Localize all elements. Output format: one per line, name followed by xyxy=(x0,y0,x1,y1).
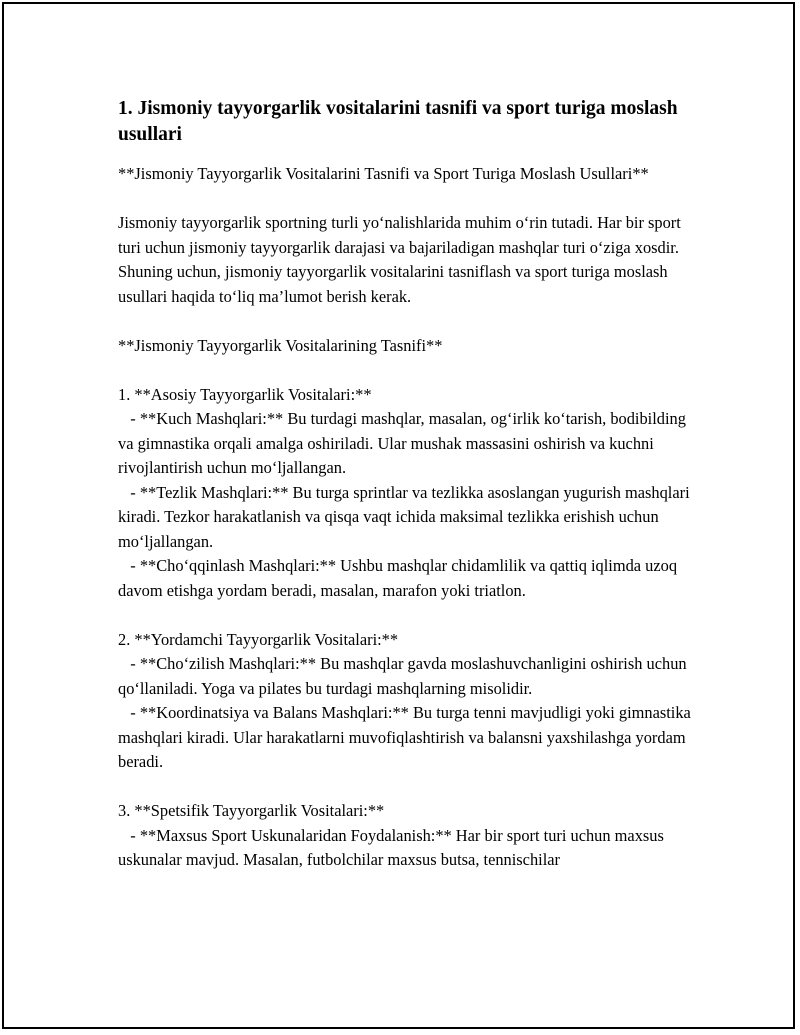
document-title: 1. Jismoniy tayyorgarlik vositalarini tasnifi va sport turiga moslash usullari xyxy=(118,98,678,145)
document-content xyxy=(118,96,698,873)
document-body: **Jismoniy Tayyorgarlik Vositalarini Tasnifi va Sport Turiga Moslash Usullari** Jismoniy tayyorgarlik sportning turli yo‘nalishlarida muhim o‘rin tutadi. Har bir sport turi uchun jismoniy tayyorgarlik darajasi va bajariladigan mashqlar turi o‘ziga xosdir. Shuning uchun, jismoniy tayyorgarlik vositalarini tasniflash va sport turiga moslash usullari haqida to‘liq ma’lumot berish kerak. **Jismoniy Tayyorgarlik Vositalarining Tasnifi** 1. **Asosiy Tayyorgarlik Vositalari:** - **Kuch Mashqlari:** Bu turdagi mashqlar, masalan, og‘irlik ko‘tarish, bodibilding va gimnastika orqali amalga oshiriladi. Ular mushak massasini oshirish va kuchni rivojlantirish uchun mo‘ljallangan. - **Tezlik Mashqlari:** Bu turga sprintlar va tezlikka asoslangan yugurish mashqlari kiradi. Tezkor harakatlanish va qisqa vaqt ichida maksimal tezlikka erishish uchun mo‘ljallangan. - **Cho‘qqinlash Mashqlari:** Ushbu mashqlar chidamlilik va qattiq iqlimda uzoq davom etishga yordam beradi, masalan, marafon yoki triatlon. 2. **Yordamchi Tayyorgarlik Vositalari:** - **Cho‘zilish Mashqlari:** Bu mashqlar gavda moslashuvchanligini oshirish uchun qo‘llaniladi. Yoga va pilates bu turdagi mashqlarning misolidir. - **Koordinatsiya va Balans Mashqlari:** Bu turga tenni mavjudligi yoki gimnastika mashqlari kiradi. Ular harakatlarni muvofiqlashtirish va balansni yaxshilashga yordam beradi. 3. **Spetsifik Tayyorgarlik Vositalari:** - **Maxsus Sport Uskunalaridan Foydalanish:** Har bir sport turi uchun maxsus uskunalar mavjud. Masalan, futbolchilar maxsus butsa, tennischilar xyxy=(118,164,691,869)
